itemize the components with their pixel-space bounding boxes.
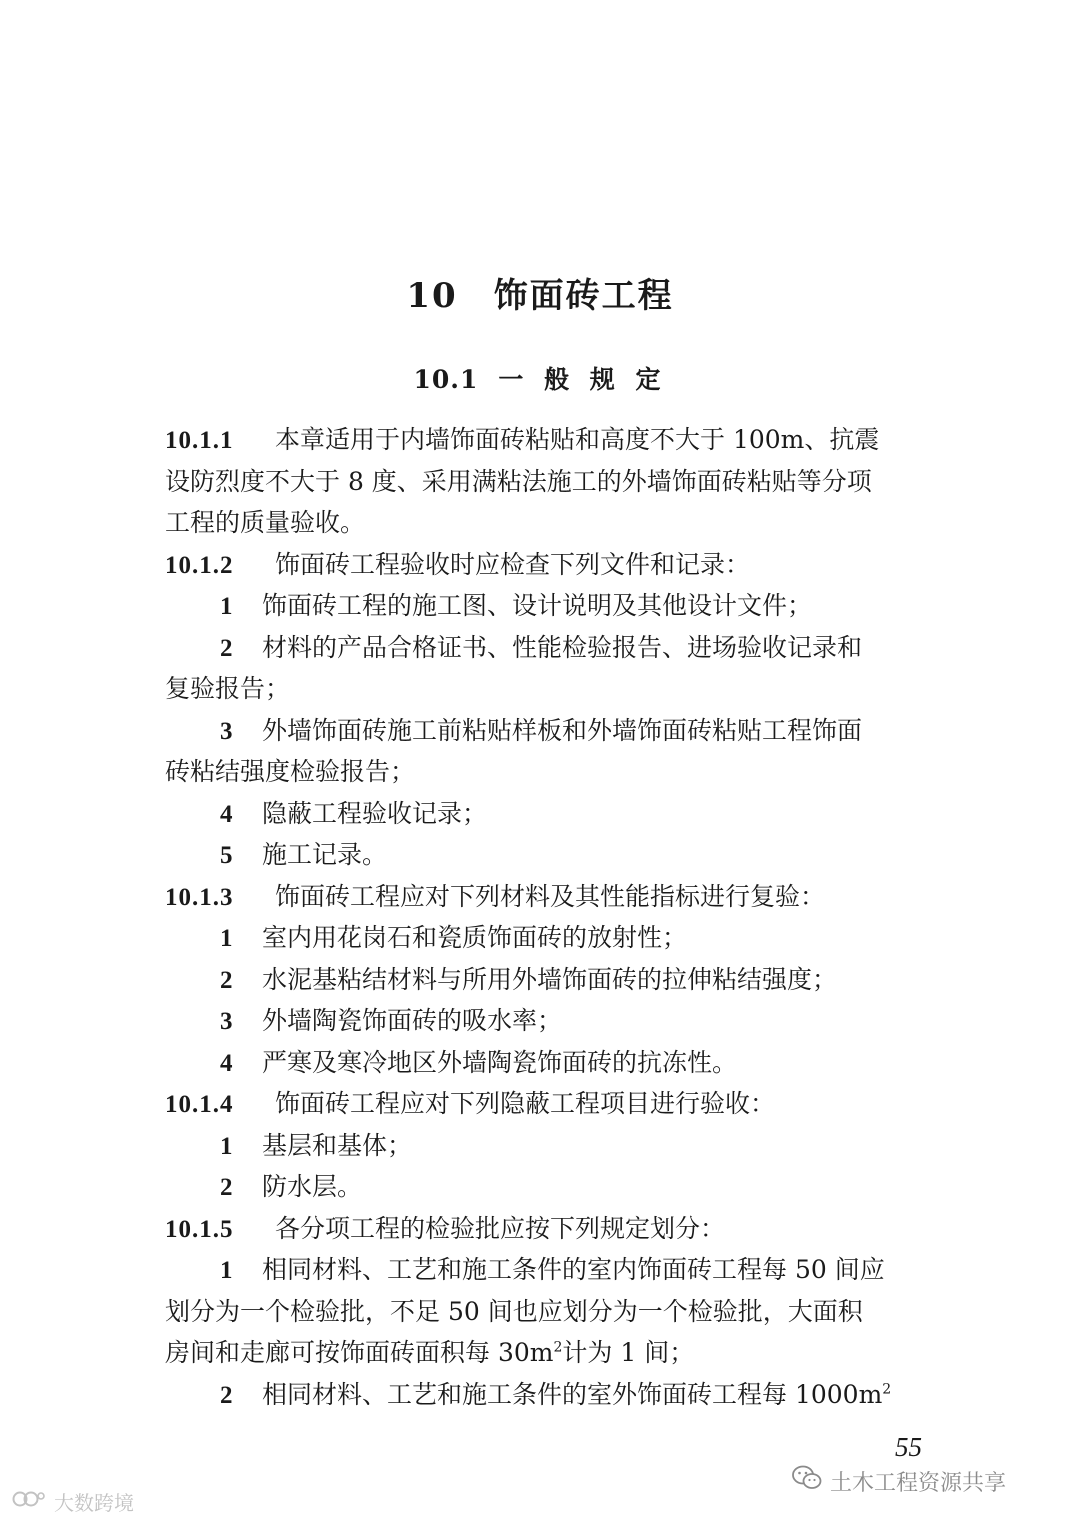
- clause-text: 各分项工程的检验批应按下列规定划分：: [275, 1213, 726, 1243]
- item-continuation: 砖粘结强度检验报告；: [165, 757, 416, 786]
- item-number: 1: [220, 1132, 233, 1160]
- watermark-left: [12, 1487, 134, 1516]
- item-text: 水泥基粘结材料与所用外墙饰面砖的拉伸粘结强度；: [262, 964, 838, 994]
- item-text: 饰面砖工程的施工图、设计说明及其他设计文件；: [262, 591, 813, 620]
- chapter-name: 饰面砖工程: [493, 276, 674, 316]
- item-text: 相同材料、工艺和施工条件的室外饰面砖工程每 1000m: [262, 1379, 883, 1409]
- item-number: 2: [220, 1174, 233, 1201]
- list-item: [165, 1166, 945, 1208]
- item-continuation: 划分为一个检验批，不足 50 间也应划分为一个检验批，大面积: [165, 1296, 863, 1326]
- list-item: [165, 834, 945, 876]
- item-text: 室内用花岗石和瓷质饰面砖的放射性；: [262, 923, 688, 952]
- list-item: [165, 1042, 945, 1084]
- item-number: 1: [220, 1257, 233, 1284]
- item-number: 2: [220, 966, 233, 994]
- clause-number: 10.1.4: [165, 1091, 234, 1118]
- clause-10-1-4: [165, 1083, 945, 1125]
- item-number: 4: [220, 800, 233, 828]
- list-item: [165, 585, 945, 627]
- section-name: 一 般 规 定: [498, 365, 667, 394]
- clause-number: 10.1.5: [165, 1215, 234, 1243]
- superscript: 2: [553, 1339, 563, 1356]
- superscript: 2: [882, 1381, 892, 1398]
- chapter-title: [0, 268, 1080, 317]
- document-body: [165, 419, 945, 1415]
- item-text: 基层和基体；: [262, 1130, 413, 1160]
- list-item: [165, 1249, 945, 1291]
- item-text: 外墙饰面砖施工前粘贴样板和外墙饰面砖粘贴工程饰面: [262, 715, 863, 745]
- clause-text: 饰面砖工程应对下列隐蔽工程项目进行验收：: [275, 1089, 776, 1118]
- item-number: 1: [220, 925, 233, 952]
- clause-10-1-2: [165, 544, 945, 586]
- item-text: 房间和走廊可按饰面砖面积每 30m: [165, 1338, 554, 1367]
- list-item: [165, 1125, 945, 1167]
- watermark-right: [792, 1465, 1006, 1497]
- list-item: [165, 917, 945, 959]
- watermark-left-text: 大数跨境: [54, 1491, 134, 1515]
- section-number: 10.1: [413, 365, 479, 394]
- clause-continuation: 设防烈度不大于 8 度、采用满粘法施工的外墙饰面砖粘贴等分项: [165, 466, 872, 496]
- clause-text: 饰面砖工程验收时应检查下列文件和记录：: [275, 549, 751, 579]
- list-item: [165, 710, 945, 752]
- clause-number: 10.1.3: [165, 883, 234, 911]
- watermark-right-text: 土木工程资源共享: [830, 1470, 1007, 1496]
- item-number: 5: [220, 842, 233, 869]
- item-text: 材料的产品合格证书、性能检验报告、进场验收记录和: [262, 632, 863, 662]
- item-text: 相同材料、工艺和施工条件的室内饰面砖工程每 50 间应: [262, 1255, 885, 1284]
- clause-text: 饰面砖工程应对下列材料及其性能指标进行复验：: [275, 881, 826, 911]
- item-text: 计为 1 间；: [562, 1338, 695, 1367]
- item-text: 外墙陶瓷饰面砖的吸水率；: [262, 1006, 563, 1035]
- item-number: 2: [220, 1381, 233, 1409]
- item-continuation: [165, 1332, 945, 1374]
- clause-number: 10.1.1: [165, 427, 234, 454]
- clause-10-1-3: [165, 876, 945, 918]
- list-item: [165, 1374, 945, 1416]
- clause-10-1-5: [165, 1208, 945, 1250]
- list-item: [165, 627, 945, 669]
- brand-logo-icon: [12, 1489, 46, 1514]
- list-item: [165, 793, 945, 835]
- list-item: [165, 1000, 945, 1042]
- item-number: 2: [220, 634, 233, 662]
- item-number: 3: [220, 717, 233, 745]
- item-number: 1: [220, 593, 233, 620]
- item-number: 4: [220, 1049, 233, 1077]
- page-number: 55: [895, 1432, 922, 1462]
- clause-10-1-1: [165, 419, 945, 461]
- item-number: 3: [220, 1008, 233, 1035]
- item-text: 防水层。: [262, 1172, 363, 1201]
- section-title: [0, 360, 1080, 396]
- item-text: 严寒及寒冷地区外墙陶瓷饰面砖的抗冻性。: [262, 1047, 738, 1077]
- item-continuation: 复验报告；: [165, 674, 291, 703]
- clause-text: 本章适用于内墙饰面砖粘贴和高度不大于 100m、抗震: [275, 425, 880, 454]
- chapter-number: 10: [406, 276, 458, 316]
- wechat-icon: [792, 1465, 822, 1497]
- clause-continuation: 工程的质量验收。: [165, 508, 366, 537]
- item-text: 隐蔽工程验收记录；: [262, 798, 488, 828]
- list-item: [165, 959, 945, 1001]
- clause-number: 10.1.2: [165, 551, 234, 579]
- item-text: 施工记录。: [262, 840, 388, 869]
